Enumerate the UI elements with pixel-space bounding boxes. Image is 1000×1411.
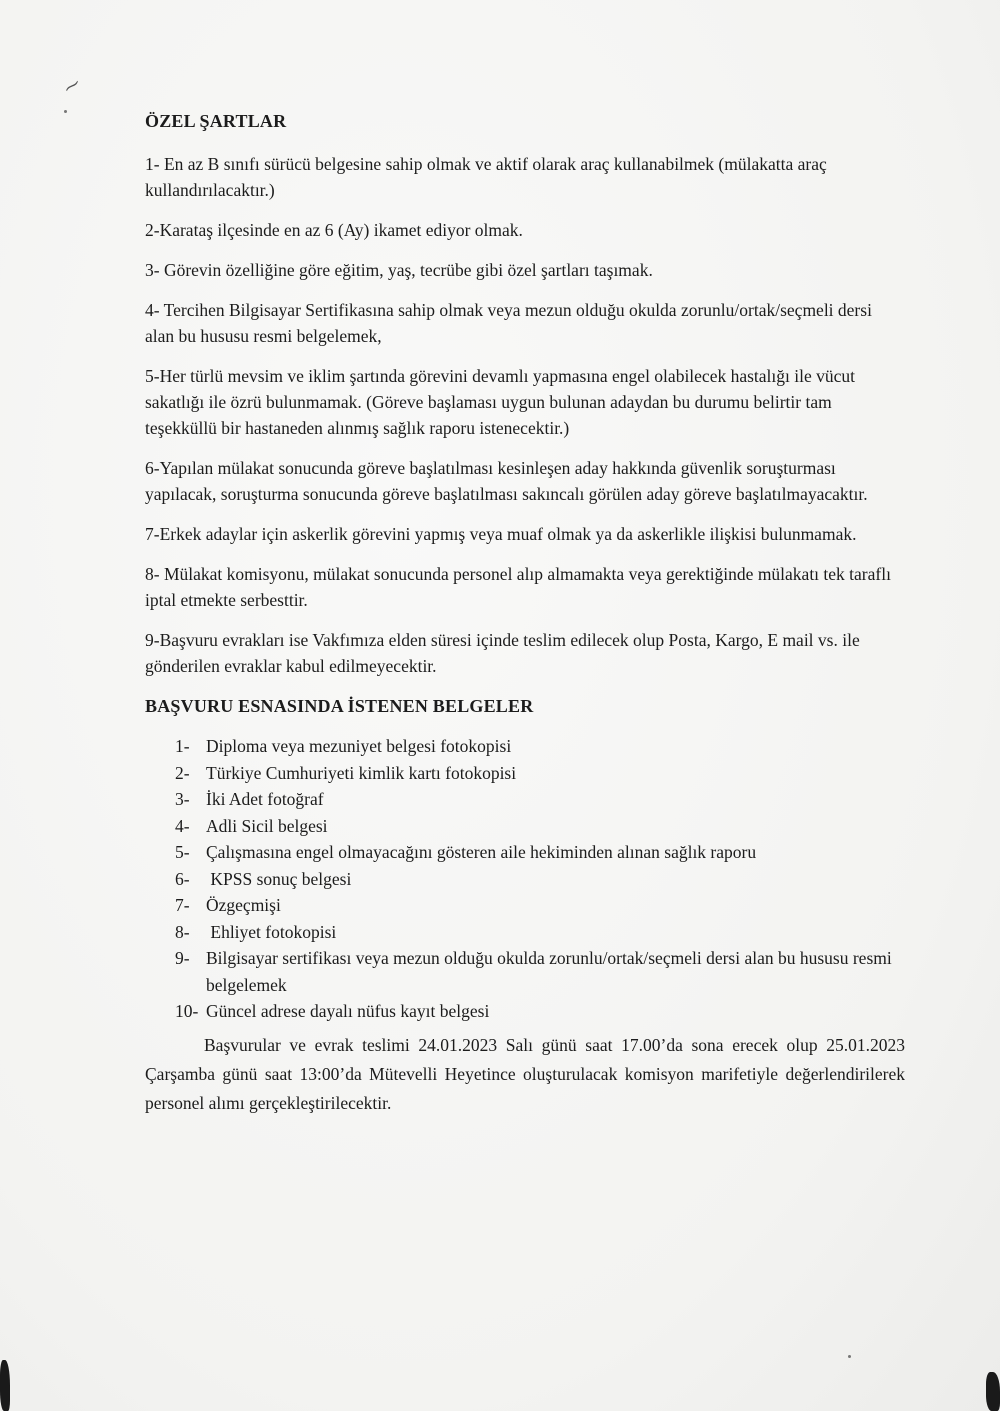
- condition-item: 7-Erkek adaylar için askerlik görevini yapmış veya muaf olmak ya da askerlikle ilişkisi bulunmamak.: [145, 524, 857, 544]
- document-text: KPSS sonuç belgesi: [206, 868, 352, 889]
- condition-item: 6-Yapılan mülakat sonucunda göreve başlatılması kesinleşen aday hakkında güvenlik soruşturması yapılacak, soruşturma sonucunda göreve başlatılması sakıncalı görülen aday göreve başlatılmayacaktır.: [145, 458, 868, 504]
- document-number: 8-: [175, 921, 190, 942]
- condition-item: 5-Her türlü mevsim ve iklim şartında görevini devamlı yapmasına engel olabilecek hastalığı ile vücut sakatlığı ile özrü bulunmamak. (Göreve başlaması uygun bulunan adaydan bu durumu belirtir tam teşekküllü bir hastaneden alınmış sağlık raporu istenecektir.): [145, 366, 856, 438]
- document-number: 2-: [175, 762, 190, 783]
- document-item: [175, 786, 905, 813]
- document-text: Güncel adrese dayalı nüfus kayıt belgesi: [206, 1001, 490, 1021]
- document-text: Çalışmasına engel olmayacağını gösteren aile hekiminden alınan sağlık raporu: [206, 842, 757, 862]
- document-item: [175, 733, 905, 760]
- condition-item: 9-Başvuru evrakları ise Vakfımıza elden süresi içinde teslim edilecek olup Posta, Kargo, E mail vs. ile gönderilen evraklar kabul edilmeyecektir.: [145, 630, 860, 676]
- document-text: Diploma veya mezuniyet belgesi fotokopisi: [206, 736, 512, 756]
- document-text: Adli Sicil belgesi: [206, 815, 328, 836]
- scan-speck: [64, 110, 67, 113]
- document-number: 3-: [175, 789, 190, 809]
- edge-blot: [986, 1372, 1000, 1411]
- document-text: Ehliyet fotokopisi: [206, 921, 337, 942]
- corner-scribble: ⁓: [60, 74, 84, 98]
- document-number: 4-: [175, 815, 190, 836]
- document-text: Özgeçmişi: [206, 895, 281, 915]
- document-item: [175, 919, 905, 946]
- document-text: İki Adet fotoğraf: [206, 789, 324, 809]
- document-item: [175, 813, 905, 840]
- condition-item: 2-Karataş ilçesinde en az 6 (Ay) ikamet ediyor olmak.: [145, 220, 523, 240]
- condition-item: 1- En az B sınıfı sürücü belgesine sahip olmak ve aktif olarak araç kullanabilmek (mülakatta araç kullandırılacaktır.): [145, 154, 827, 200]
- required-documents-heading: BAŞVURU ESNASINDA İSTENEN BELGELER: [145, 696, 534, 716]
- closing-paragraph: Başvurular ve evrak teslimi 24.01.2023 Salı günü saat 17.00’da sona erecek olup 25.01.2023 Çarşamba günü saat 13:00’da Mütevelli Heyetince oluşturulacak komisyon marifetiyle değerlendirilerek personel alımı gerçekleştirilecektir.: [145, 1034, 905, 1113]
- document-number: 5-: [175, 842, 190, 862]
- condition-item: 8- Mülakat komisyonu, mülakat sonucunda personel alıp almamakta veya gerektiğinde mülakatı tek taraflı iptal etmekte serbesttir.: [145, 564, 891, 610]
- document-item: [175, 998, 905, 1025]
- required-documents-list: [175, 733, 905, 1025]
- document-body: [145, 108, 905, 1118]
- conditions-list: [145, 151, 905, 679]
- document-number: 1-: [175, 736, 190, 756]
- document-number: 6-: [175, 868, 190, 889]
- condition-item: 3- Görevin özelliğine göre eğitim, yaş, tecrübe gibi özel şartları taşımak.: [145, 260, 653, 280]
- document-item: [175, 866, 905, 893]
- scan-speck: [848, 1355, 851, 1358]
- document-number: 10-: [175, 1001, 199, 1021]
- document-text: Türkiye Cumhuriyeti kimlik kartı fotokopisi: [206, 762, 517, 783]
- condition-item: 4- Tercihen Bilgisayar Sertifikasına sahip olmak veya mezun olduğu okulda zorunlu/ortak/seçmeli dersi alan bu hususu resmi belgelemek,: [145, 300, 872, 346]
- document-number: 7-: [175, 895, 190, 915]
- document-item: [175, 945, 905, 998]
- document-number: 9-: [175, 948, 190, 968]
- document-item: [175, 760, 905, 787]
- edge-blot: [0, 1360, 10, 1411]
- document-item: [175, 892, 905, 919]
- special-conditions-heading: ÖZEL ŞARTLAR: [145, 111, 287, 131]
- document-item: [175, 839, 905, 866]
- document-text: Bilgisayar sertifikası veya mezun olduğu okulda zorunlu/ortak/seçmeli dersi alan bu hususu resmi belgelemek: [206, 948, 892, 995]
